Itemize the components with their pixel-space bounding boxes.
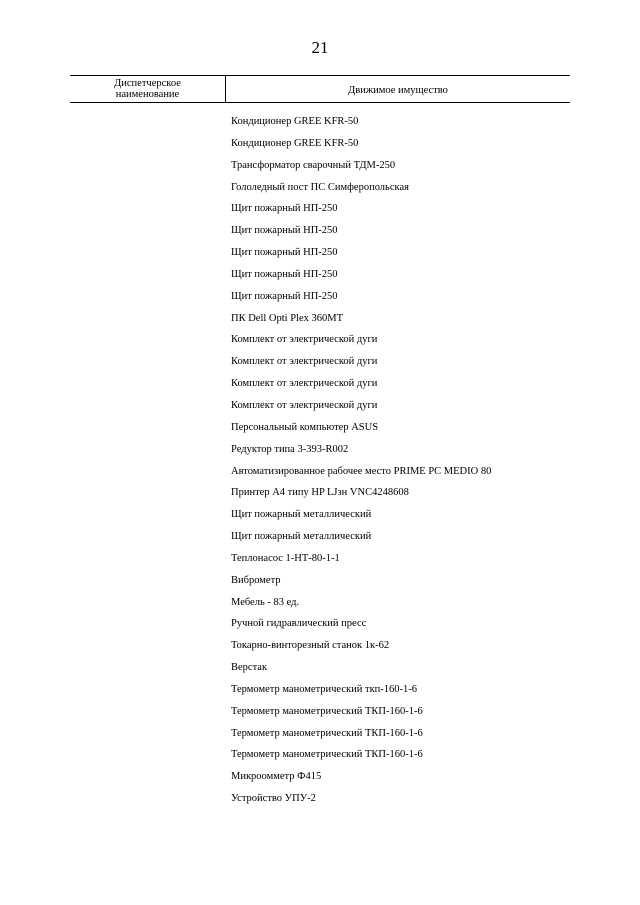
property-item: Микроомметр Ф415	[231, 771, 322, 783]
dispatcher-name-column-header	[70, 76, 226, 102]
property-item: Редуктор типа 3-393-R002	[231, 443, 349, 455]
property-item: Кондиционер GREE KFR-50	[231, 116, 359, 127]
property-item: Теплонасос 1-НТ-80-1-1	[231, 552, 340, 564]
property-item: Термометр манометрический ткп-160-1-6	[231, 683, 418, 695]
page-number: 21	[311, 38, 329, 57]
property-item: Устройство УПУ-2	[231, 793, 316, 805]
property-item: Термометр манометрический ТКП-160-1-6	[231, 727, 423, 739]
property-item: Щит пожарный НП-250	[231, 247, 338, 259]
property-item: Автоматизированное рабочее место PRIME PC MEDIO 80	[231, 465, 492, 477]
property-item: Кондиционер GREE KFR-50	[231, 137, 359, 149]
property-item: Щит пожарный металлический	[231, 509, 372, 521]
property-item: Ручной гидравлический пресс	[231, 618, 367, 630]
property-item: Щит пожарный НП-250	[231, 203, 338, 215]
property-item: Щит пожарный металлический	[231, 531, 372, 543]
property-item: Персональный компьютер ASUS	[231, 421, 379, 433]
property-item: Мебель - 83 ед.	[231, 596, 300, 608]
property-item: ПК Dell Opti Plex 360MT	[231, 312, 343, 324]
property-item: Виброметр	[231, 574, 281, 586]
dispatcher-name-header-line-2: наименование	[115, 89, 180, 100]
property-item: Комплект от электрической дуги	[231, 356, 378, 368]
property-item: Термометр манометрический ТКП-160-1-6	[231, 749, 423, 761]
dispatcher-name-header-line-1: Диспетчерское	[114, 78, 181, 89]
property-item: Комплект от электрической дуги	[231, 399, 378, 411]
property-item: Щит пожарный НП-250	[231, 268, 338, 280]
property-item: Термометр манометрический ТКП-160-1-6	[231, 705, 423, 717]
property-item: Принтер А4 типу HP LJзн VNC4248608	[231, 487, 409, 499]
movable-property-list	[231, 115, 491, 814]
movable-property-column-header: Движимое имущество	[348, 85, 448, 96]
property-item: Трансформатор сварочный ТДМ-250	[231, 159, 396, 171]
table-header	[70, 75, 570, 103]
property-item: Гололедный пост ПС Симферопольская	[231, 181, 409, 193]
property-item: Комплект от электрической дуги	[231, 334, 378, 346]
property-item: Щит пожарный НП-250	[231, 290, 338, 302]
property-item: Щит пожарный НП-250	[231, 225, 338, 237]
property-item: Комплект от электрической дуги	[231, 378, 378, 390]
property-item: Токарно-винторезный станок 1к-62	[231, 640, 390, 652]
property-item: Верстак	[231, 662, 268, 674]
